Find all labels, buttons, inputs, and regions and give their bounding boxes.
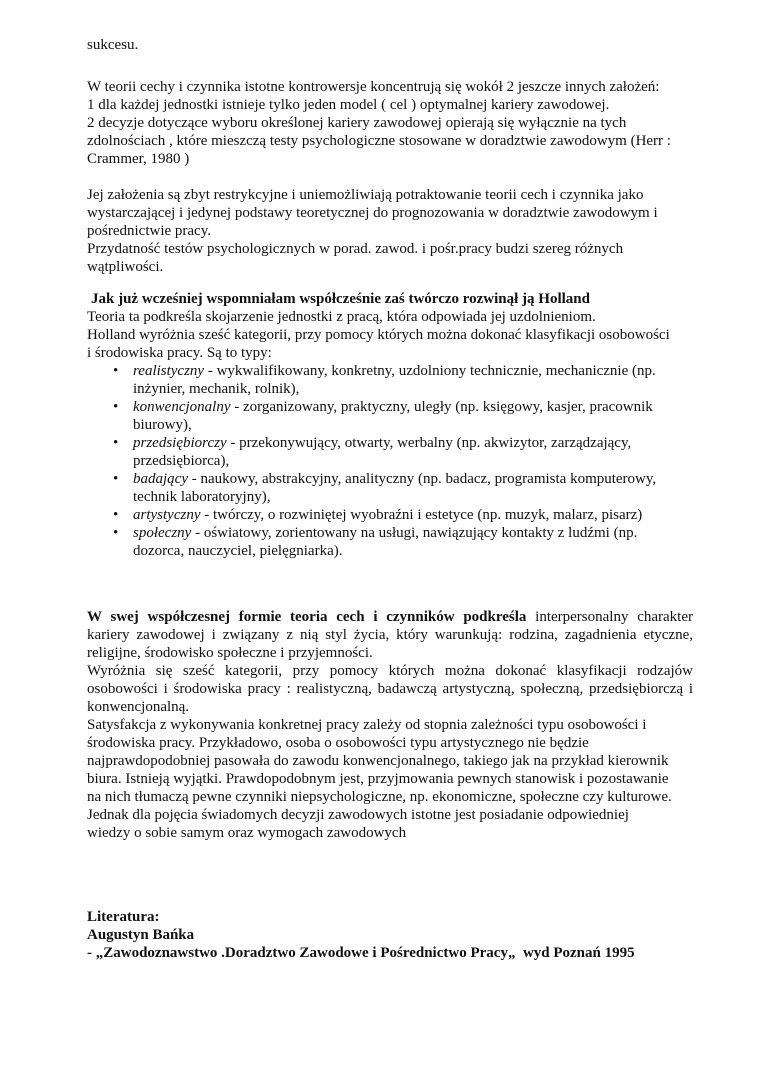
text-line: pośrednictwie pracy. [87,223,211,239]
type-description: dozorca, nauczyciel, pielęgniarka). [133,543,343,559]
text-line: Wyróżnia się sześć kategorii, przy pomocy których można dokonać klasyfikacji rodzajów [87,663,693,679]
type-description: - twórczy, o rozwiniętej wyobraźni i estetyce (np. muzyk, malarz, pisarz) [200,507,643,523]
text-line: i środowiska pracy. Są to typy: [87,345,272,361]
literature-section [87,908,693,962]
text-line: Crammer, 1980 ) [87,151,190,167]
list-item [87,524,693,560]
list-item [87,506,693,524]
bullet-icon: • [113,399,119,415]
text-line: Teoria ta podkreśla skojarzenie jednostki z pracą, która odpowiada jej uzdolnieniom. [87,309,596,325]
type-term: społeczny [133,525,192,541]
list-item [87,398,693,434]
literature-author: Augustyn Bańka [87,927,195,943]
text-line: wątpliwości. [87,259,164,275]
text-line: biura. Istnieją wyjątki. Prawdopodobnym jest, przyjmowania pewnych stanowisk i pozostawanie [87,771,669,787]
text-line: wiedzy o sobie samym oraz wymogach zawodowych [87,825,407,841]
type-description: - oświatowy, zorientowany na usługi, nawiązujący kontakty z ludźmi (np. [191,525,638,541]
text-line: na nich tłumaczą pewne czynniki niepsychologiczne, np. ekonomiczne, społeczne czy kulturowe. [87,789,672,805]
text-line: zdolnościach , które mieszczą testy psychologiczne stosowane w doradztwie zawodowym (Herr : [87,133,671,149]
text-line: sukcesu. [87,37,139,53]
text-line: 2 decyzje dotyczące wyboru określonej kariery zawodowej opierają się wyłącznie na tych [87,115,627,131]
type-term: badający [133,471,188,487]
types-list [87,362,693,560]
type-description: inżynier, mechanik, rolnik), [133,381,300,397]
section-heading: Jak już wcześniej wspomniałam współcześnie zaś twórczo rozwinął ją Holland [91,291,590,307]
text-line: religijne, środowisko społeczne i przyjemności. [87,645,373,661]
section-holland [87,290,693,560]
literature-title: - „Zawodoznawstwo .Doradztwo Zawodowe i Pośrednictwo Pracy„ wyd Poznań 1995 [87,945,635,961]
text-line: Holland wyróżnia sześć kategorii, przy pomocy których można dokonać klasyfikacji osobowości [87,327,670,343]
text-line: Satysfakcja z wykonywania konkretnej pracy zależy od stopnia zależności typu osobowości i [87,717,647,733]
text-line: kariery zawodowej i związany z nią styl życia, który warunkują: rodzina, zagadnienia etyczne, [87,627,693,643]
type-term: konwencjonalny [133,399,231,415]
type-description: - wykwalifikowany, konkretny, uzdolniony technicznie, mechanicznie (np. [204,363,656,379]
type-term: przedsiębiorczy [133,435,227,451]
literature-heading: Literatura: [87,909,160,925]
text-line: Przydatność testów psychologicznych w porad. zawod. i pośr.pracy budzi szereg różnych [87,241,624,257]
type-description: przedsiębiorca), [133,453,230,469]
bullet-icon: • [113,435,119,451]
bullet-icon: • [113,507,119,523]
type-description: - naukowy, abstrakcyjny, analityczny (np. badacz, programista komputerowy, [187,471,657,487]
list-item [87,434,693,470]
type-description: - zorganizowany, praktyczny, uległy (np. księgowy, kasjer, pracownik [230,399,653,415]
type-description: technik laboratoryjny), [133,489,271,505]
type-term: realistyczny [133,363,205,379]
paragraph-intro [87,36,693,54]
paragraph-critique [87,186,693,276]
bullet-icon: • [113,363,119,379]
text-line: interpersonalny charakter [526,609,694,625]
list-item [87,362,693,398]
text-line: Jej założenia są zbyt restrykcyjne i uniemożliwiają potraktowanie teorii cech i czynnika jako [87,187,644,203]
text-line: najprawdopodobniej pasowała do zawodu konwencjonalnego, takiego jak na przykład kierownik [87,753,669,769]
paragraph-assumptions [87,78,693,168]
bullet-icon: • [113,525,119,541]
bold-lead: W swej współczesnej formie teoria cech i czynników podkreśla [87,609,527,625]
text-line: konwencjonalną. [87,699,190,715]
list-item [87,470,693,506]
text-line: osobowości i środowiska pracy : realistyczną, badawczą artystyczną, społeczną, przedsiębiorczą i [87,681,693,697]
text-line: Jednak dla pojęcia świadomych decyzji zawodowych istotne jest posiadanie odpowiedniej [87,807,629,823]
type-term: artystyczny [133,507,201,523]
text-line: wystarczającej i jedynej podstawy teoretycznej do prognozowania w doradztwie zawodowym i [87,205,658,221]
text-line: W teorii cechy i czynnika istotne kontrowersje koncentrują się wokół 2 jeszcze innych założeń: [87,79,660,95]
type-description: - przekonywujący, otwarty, werbalny (np. akwizytor, zarządzający, [226,435,632,451]
section-modern-theory [87,608,693,842]
bullet-icon: • [113,471,119,487]
text-line: 1 dla każdej jednostki istnieje tylko jeden model ( cel ) optymalnej kariery zawodowej. [87,97,610,113]
type-description: biurowy), [133,417,192,433]
text-line: środowiska pracy. Przykładowo, osoba o osobowości typu artystycznego nie będzie [87,735,589,751]
